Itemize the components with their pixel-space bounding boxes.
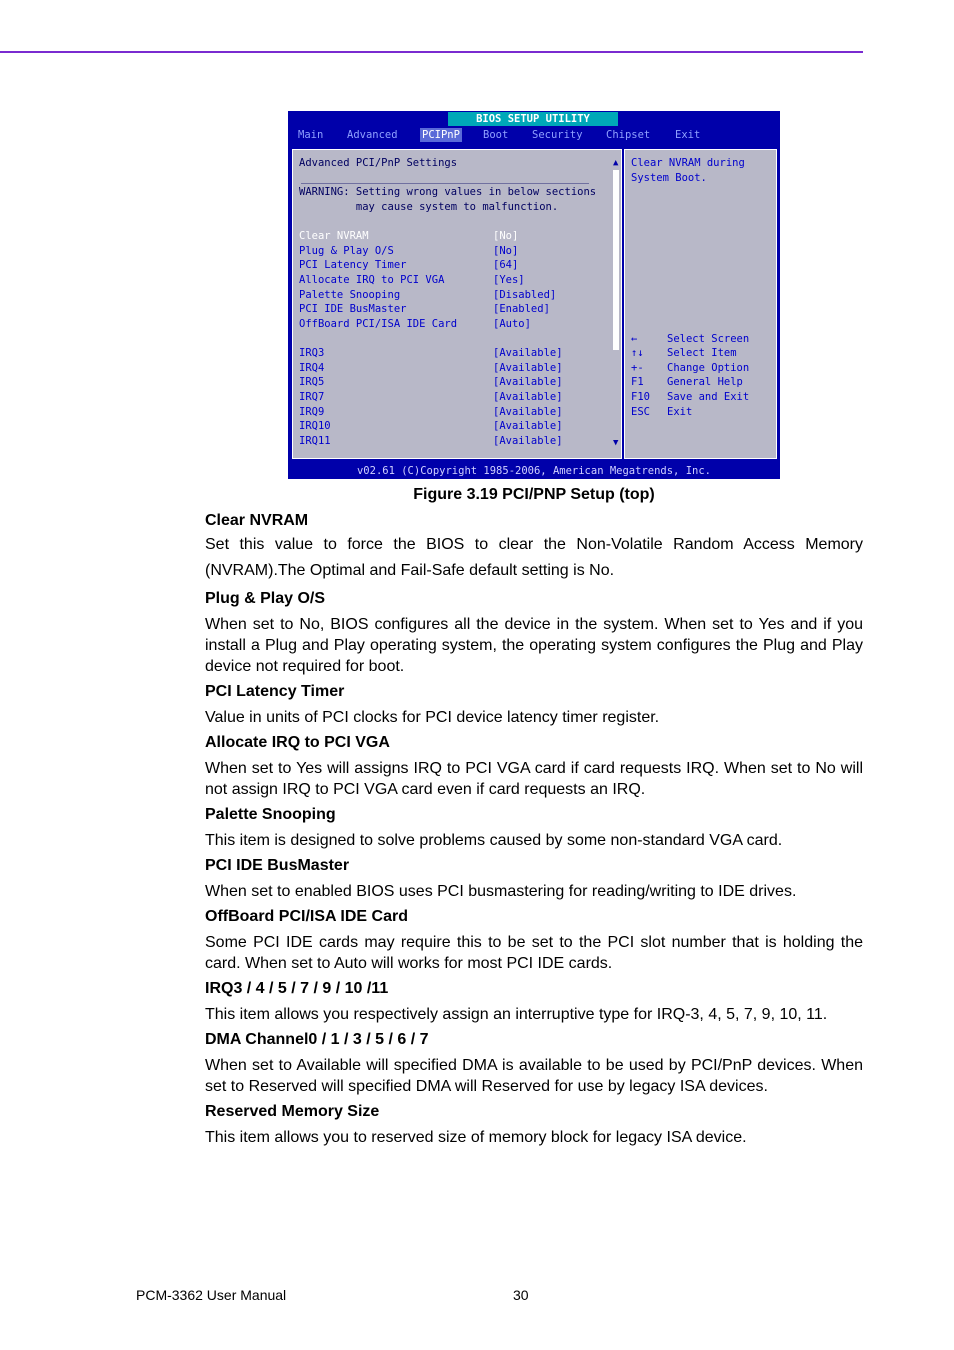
bios-key-desc: Exit xyxy=(667,406,693,418)
bios-help-line-1: Clear NVRAM during xyxy=(631,157,745,169)
bios-key: F1 xyxy=(631,376,644,388)
bios-irq-value: [Available] xyxy=(493,376,563,388)
bios-irq-value: [Available] xyxy=(493,391,563,403)
bios-setting-value: [Yes] xyxy=(493,274,525,286)
bios-title: BIOS SETUP UTILITY xyxy=(448,112,618,126)
bios-key-desc: Save and Exit xyxy=(667,391,750,403)
section-text: Value in units of PCI clocks for PCI device latency timer register. xyxy=(205,709,660,726)
section-title: IRQ3 / 4 / 5 / 7 / 9 / 10 /11 xyxy=(205,980,389,997)
scroll-up-arrow-icon: ▲ xyxy=(613,158,619,168)
section-title: DMA Channel0 / 1 / 3 / 5 / 6 / 7 xyxy=(205,1031,429,1048)
bios-key: ↑↓ xyxy=(631,347,644,359)
bios-heading: Advanced PCI/PnP Settings xyxy=(299,157,458,169)
bios-menu-exit: Exit xyxy=(675,129,701,141)
header-rule xyxy=(0,51,863,53)
bios-help-panel xyxy=(624,149,777,459)
section-title: Allocate IRQ to PCI VGA xyxy=(205,734,390,751)
section-text: Set this value to force the BIOS to clear the Non-Volatile Random Access Memory (NVRAM).The Optimal and Fail-Safe default setting is No. xyxy=(205,536,863,579)
bios-menu-main: Main xyxy=(298,129,324,141)
bios-irq-label: IRQ3 xyxy=(299,347,325,359)
manual-title: PCM-3362 User Manual xyxy=(136,1287,287,1303)
bios-key-desc: Select Item xyxy=(667,347,737,359)
bios-key: F10 xyxy=(631,391,650,403)
section-title: Palette Snooping xyxy=(205,806,336,823)
bios-irq-label: IRQ10 xyxy=(299,420,331,432)
bios-menu-bar xyxy=(288,127,780,142)
bios-setting-label: PCI IDE BusMaster xyxy=(299,303,407,315)
section-title: PCI IDE BusMaster xyxy=(205,857,350,874)
bios-key-desc: General Help xyxy=(667,376,743,388)
section-text: This item is designed to solve problems caused by some non-standard VGA card. xyxy=(205,832,783,849)
section-text: This item allows you respectively assign an interruptive type for IRQ-3, 4, 5, 7, 9, 10, 11. xyxy=(205,1006,828,1023)
bios-setting-value: [Enabled] xyxy=(493,303,550,315)
bios-irq-label: IRQ11 xyxy=(299,435,331,447)
bios-irq-label: IRQ9 xyxy=(299,406,325,418)
bios-separator xyxy=(301,183,589,184)
bios-scrollbar xyxy=(613,170,619,350)
bios-menu-boot: Boot xyxy=(483,129,509,141)
bios-key: ← xyxy=(631,333,638,345)
bios-warning-line-1: WARNING: Setting wrong values in below sections xyxy=(299,186,597,198)
bios-setting-label: Allocate IRQ to PCI VGA xyxy=(299,274,445,286)
section-text: When set to Yes will assigns IRQ to PCI VGA card if card requests IRQ. When set to No will not assign IRQ to PCI VGA card even if card requests an IRQ. xyxy=(205,760,863,798)
section-title: Clear NVRAM xyxy=(205,512,309,529)
bios-irq-label: IRQ7 xyxy=(299,391,325,403)
bios-menu-pcipnp: PCIPnP xyxy=(422,129,460,141)
bios-setting-value: [64] xyxy=(493,259,519,271)
section-text: When set to enabled BIOS uses PCI busmastering for reading/writing to IDE drives. xyxy=(205,883,797,900)
bios-key: +- xyxy=(631,362,644,374)
section-text: This item allows you to reserved size of memory block for legacy ISA device. xyxy=(205,1129,747,1146)
bios-irq-label: IRQ5 xyxy=(299,376,325,388)
section-text: When set to No, BIOS configures all the device in the system. When set to Yes and if you install a Plug and Play operating system, the operating system configures the Plug and Play device not required for boot. xyxy=(205,616,863,675)
bios-menu-advanced: Advanced xyxy=(347,129,398,141)
bios-irq-value: [Available] xyxy=(493,347,563,359)
bios-irq-value: [Available] xyxy=(493,435,563,447)
bios-irq-label: IRQ4 xyxy=(299,362,325,374)
bios-setting-label: Palette Snooping xyxy=(299,289,401,301)
bios-key-desc: Change Option xyxy=(667,362,750,374)
bios-key: ESC xyxy=(631,406,650,418)
document-body xyxy=(205,508,863,1150)
bios-screenshot xyxy=(288,111,780,479)
bios-setting-label: Clear NVRAM xyxy=(299,230,369,242)
bios-menu-security: Security xyxy=(532,129,583,141)
bios-settings-panel xyxy=(292,149,622,459)
bios-setting-label: OffBoard PCI/ISA IDE Card xyxy=(299,318,458,330)
bios-irq-value: [Available] xyxy=(493,362,563,374)
bios-setting-value: [No] xyxy=(493,245,519,257)
bios-setting-value: [Auto] xyxy=(493,318,531,330)
section-text: When set to Available will specified DMA is available to be used by PCI/PnP devices. When set to Reserved will specified DMA will Reserved for use by legacy ISA devices. xyxy=(205,1057,863,1095)
section-title: Reserved Memory Size xyxy=(205,1103,380,1120)
bios-irq-value: [Available] xyxy=(493,420,563,432)
scroll-down-arrow-icon: ▼ xyxy=(613,438,619,448)
bios-setting-label: Plug & Play O/S xyxy=(299,245,394,257)
bios-warning-line-2: may cause system to malfunction. xyxy=(299,201,559,213)
section-title: Plug & Play O/S xyxy=(205,590,326,607)
section-text: Some PCI IDE cards may require this to be set to the PCI slot number that is holding the card. When set to Auto will works for most PCI IDE cards. xyxy=(205,934,863,972)
bios-help-line-2: System Boot. xyxy=(631,172,707,184)
bios-menu-chipset: Chipset xyxy=(606,129,651,141)
bios-setting-label: PCI Latency Timer xyxy=(299,259,407,271)
figure-caption: Figure 3.19 PCI/PNP Setup (top) xyxy=(413,486,655,503)
bios-setting-value: [No] xyxy=(493,230,519,242)
bios-irq-value: [Available] xyxy=(493,406,563,418)
section-title: PCI Latency Timer xyxy=(205,683,345,700)
bios-setting-value: [Disabled] xyxy=(493,289,557,301)
bios-copyright: v02.61 (C)Copyright 1985-2006, American Megatrends, Inc. xyxy=(356,465,711,477)
page-number: 30 xyxy=(513,1287,529,1303)
section-title: OffBoard PCI/ISA IDE Card xyxy=(205,908,408,925)
bios-key-desc: Select Screen xyxy=(667,333,750,345)
